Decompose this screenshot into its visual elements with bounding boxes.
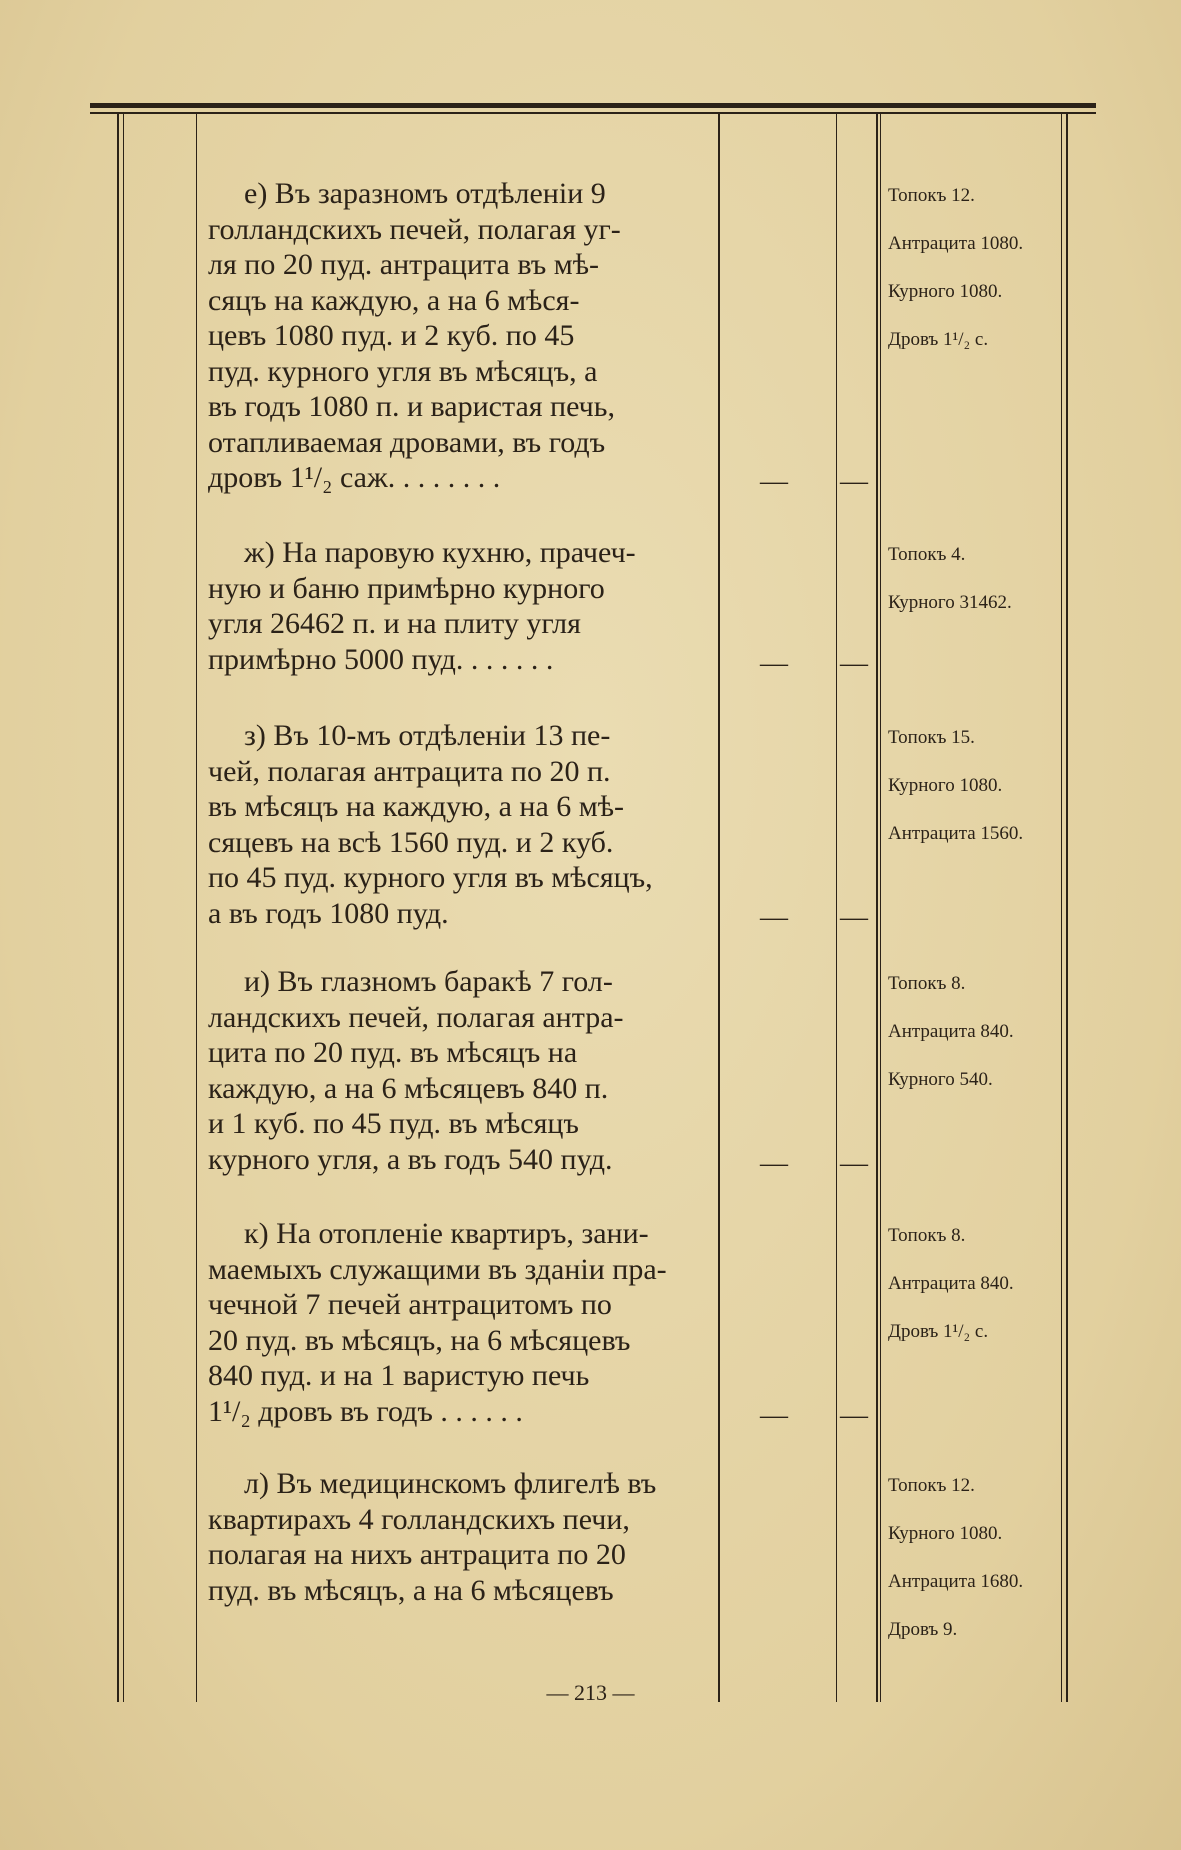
entry-line: ж) На паровую кухню, прачеч- bbox=[244, 536, 636, 569]
dash-mark: — bbox=[840, 466, 868, 497]
entry-line: голландскихъ печей, полагая уг- bbox=[208, 212, 621, 246]
side-summary-item: Антрацита 1680. bbox=[888, 1571, 1024, 1592]
entry-line: въ мѣсяцъ на каждую, а на 6 мѣ- bbox=[208, 790, 625, 823]
entry-line: 20 пуд. въ мѣсяцъ, на 6 мѣсяцевъ bbox=[208, 1323, 631, 1357]
column-line bbox=[876, 112, 878, 1702]
entry-line: ландскихъ печей, полагая антра- bbox=[208, 1000, 624, 1034]
entry-line: сяцъ на каждую, а на 6 мѣся- bbox=[208, 283, 580, 317]
entry-line: въ годъ 1080 п. и варистая печь, bbox=[208, 390, 615, 423]
entry-line: 1¹/₂ дровъ въ годъ . . . . . . bbox=[208, 1394, 523, 1428]
entry-line: и 1 куб. по 45 пуд. въ мѣсяцъ bbox=[208, 1107, 579, 1140]
entry-line: квартирахъ 4 голландскихъ печи, bbox=[208, 1502, 630, 1536]
side-summary-item: Курного 1080. bbox=[888, 775, 1003, 796]
side-summary-item: Антрацита 1080. bbox=[888, 233, 1024, 254]
side-summary bbox=[888, 960, 1068, 1104]
dash-mark: — bbox=[760, 901, 788, 933]
entry-line: з) Въ 10-мъ отдѣленіи 13 пе- bbox=[244, 719, 611, 752]
entry-line: угля 26462 п. и на плиту угля bbox=[208, 607, 581, 640]
entry-e bbox=[208, 176, 698, 496]
dash-mark: — bbox=[760, 647, 788, 679]
side-summary-item: Курного 31462. bbox=[888, 592, 1012, 613]
entry-line: пуд. въ мѣсяцъ, а на 6 мѣсяцевъ bbox=[208, 1573, 614, 1607]
entry-z bbox=[208, 718, 698, 931]
entry-line: и) Въ глазномъ баракѣ 7 гол- bbox=[244, 965, 613, 998]
side-summary-item: Топокъ 12. bbox=[888, 1475, 975, 1496]
side-summary-item: Антрацита 1560. bbox=[888, 823, 1024, 844]
entry-line: цевъ 1080 пуд. и 2 куб. по 45 bbox=[208, 319, 575, 352]
entry-line: полагая на нихъ антрацита по 20 bbox=[208, 1538, 626, 1571]
entry-line: примѣрно 5000 пуд. . . . . . . bbox=[208, 642, 554, 676]
dash-mark: — bbox=[760, 466, 788, 497]
entry-line: ля по 20 пуд. антрацита въ мѣ- bbox=[208, 248, 600, 281]
dash-mark: — bbox=[760, 1399, 788, 1431]
entry-line: дровъ 1¹/₂ саж. . . . . . . . bbox=[208, 461, 501, 494]
side-summary-item: Дровъ 1¹/₂ с. bbox=[888, 1321, 989, 1342]
dash-mark: — bbox=[840, 901, 868, 933]
top-rule-thin bbox=[90, 112, 1096, 114]
column-line bbox=[718, 112, 720, 1702]
side-summary-item: Топокъ 8. bbox=[888, 1225, 966, 1246]
column-line bbox=[836, 112, 837, 1702]
entry-line: каждую, а на 6 мѣсяцевъ 840 п. bbox=[208, 1071, 609, 1105]
entry-line: курного угля, а въ годъ 540 пуд. bbox=[208, 1142, 613, 1176]
side-summary-item: Топокъ 12. bbox=[888, 185, 975, 206]
entry-line: ную и баню примѣрно курного bbox=[208, 571, 605, 605]
side-summary-item: Дровъ 9. bbox=[888, 1619, 958, 1640]
top-rule bbox=[90, 103, 1096, 108]
column-line bbox=[196, 112, 197, 1702]
side-summary-item: Топокъ 8. bbox=[888, 973, 966, 994]
entry-line: а въ годъ 1080 пуд. bbox=[208, 896, 449, 930]
side-summary bbox=[888, 531, 1068, 627]
side-summary bbox=[888, 1462, 1068, 1654]
side-summary-item: Топокъ 4. bbox=[888, 544, 966, 565]
column-line bbox=[880, 112, 881, 1702]
entry-line: 840 пуд. и на 1 варистую печь bbox=[208, 1359, 590, 1392]
entry-line: е) Въ заразномъ отдѣленіи 9 bbox=[244, 177, 606, 210]
entry-line: по 45 пуд. курного угля въ мѣсяцъ, bbox=[208, 861, 653, 894]
entry-k bbox=[208, 1216, 698, 1429]
side-summary-item: Антрацита 840. bbox=[888, 1021, 1014, 1042]
side-summary-item: Дровъ 1¹/₂ с. bbox=[888, 329, 989, 350]
side-summary-item: Топокъ 15. bbox=[888, 727, 975, 748]
side-summary-item: Антрацита 840. bbox=[888, 1273, 1014, 1294]
entry-line: цита по 20 пуд. въ мѣсяцъ на bbox=[208, 1036, 578, 1069]
dash-mark: — bbox=[840, 1147, 868, 1179]
side-summary-item: Курного 540. bbox=[888, 1069, 993, 1090]
column-line bbox=[117, 112, 119, 1702]
side-summary bbox=[888, 714, 1068, 858]
dash-mark: — bbox=[840, 647, 868, 679]
entry-line: л) Въ медицинскомъ флигелѣ въ bbox=[244, 1467, 657, 1500]
entry-line: к) На отопленіе квартиръ, зани- bbox=[244, 1217, 649, 1250]
entry-i bbox=[208, 964, 698, 1177]
side-summary bbox=[888, 1212, 1068, 1356]
entry-l bbox=[208, 1466, 698, 1608]
entry-line: чечной 7 печей антрацитомъ по bbox=[208, 1288, 612, 1321]
dash-mark: — bbox=[760, 1147, 788, 1179]
entry-line: отапливаемая дровами, въ годъ bbox=[208, 425, 606, 459]
dash-mark: — bbox=[840, 1399, 868, 1431]
entry-line: сяцевъ на всѣ 1560 пуд. и 2 куб. bbox=[208, 825, 614, 859]
entry-zh bbox=[208, 535, 698, 677]
entry-line: чей, полагая антрацита по 20 п. bbox=[208, 754, 611, 788]
column-line bbox=[123, 112, 124, 1702]
page-number: — 213 — bbox=[546, 1680, 635, 1705]
side-summary-item: Курного 1080. bbox=[888, 281, 1003, 302]
side-summary-item: Курного 1080. bbox=[888, 1523, 1003, 1544]
entry-line: маемыхъ служащими въ зданіи пра- bbox=[208, 1252, 667, 1286]
side-summary bbox=[888, 172, 1068, 364]
entry-line: пуд. курного угля въ мѣсяцъ, а bbox=[208, 354, 598, 388]
